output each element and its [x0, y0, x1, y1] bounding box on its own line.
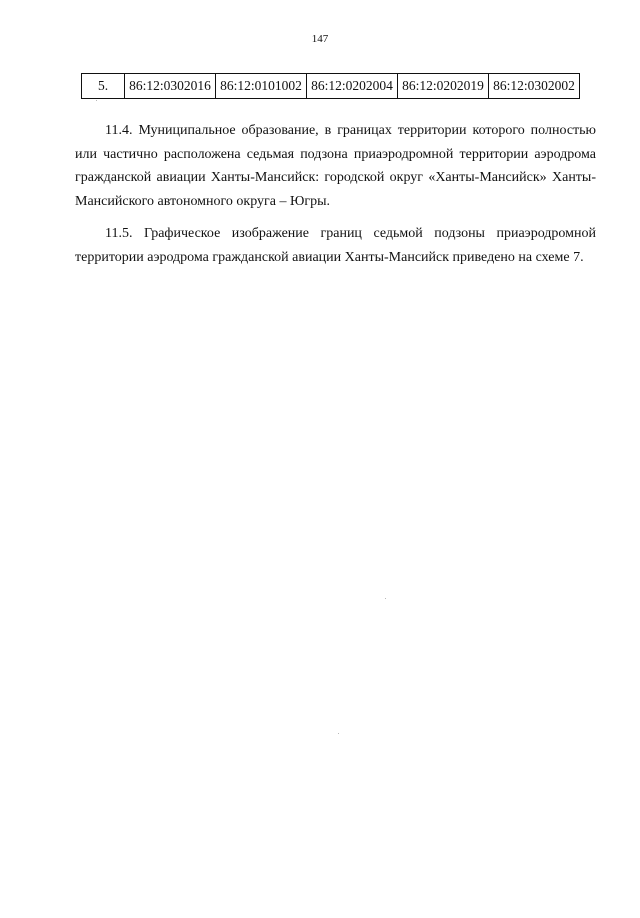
- table-row: [82, 74, 580, 99]
- scan-speck: [338, 733, 339, 734]
- page-number: 147: [311, 33, 329, 45]
- scan-speck: [385, 598, 386, 599]
- cadastral-code-cell: 86:12:0302016: [125, 74, 216, 99]
- paragraph-11-4: 11.4. Муниципальное образование, в границах территории которого полностью или частично расположена седьмая подзона приаэродромной территории аэродрома гражданской авиации Ханты-Мансийск: городской округ «Ханты-Мансийск» Ханты-Мансийского автономного округа – Югры.: [75, 123, 596, 209]
- cadastral-code-cell: 86:12:0202019: [398, 74, 489, 99]
- scan-speck: [96, 100, 97, 101]
- cadastral-table: [81, 73, 580, 99]
- paragraph-11-5: 11.5. Графическое изображение границ седьмой подзоны приаэродромной территории аэродрома гражданской авиации Ханты-Мансийск приведено на схеме 7.: [75, 226, 596, 265]
- cadastral-code-cell: 86:12:0202004: [307, 74, 398, 99]
- cadastral-code-cell: 86:12:0302002: [489, 74, 580, 99]
- cadastral-code-cell: 86:12:0101002: [216, 74, 307, 99]
- row-number-cell: 5.: [82, 74, 125, 99]
